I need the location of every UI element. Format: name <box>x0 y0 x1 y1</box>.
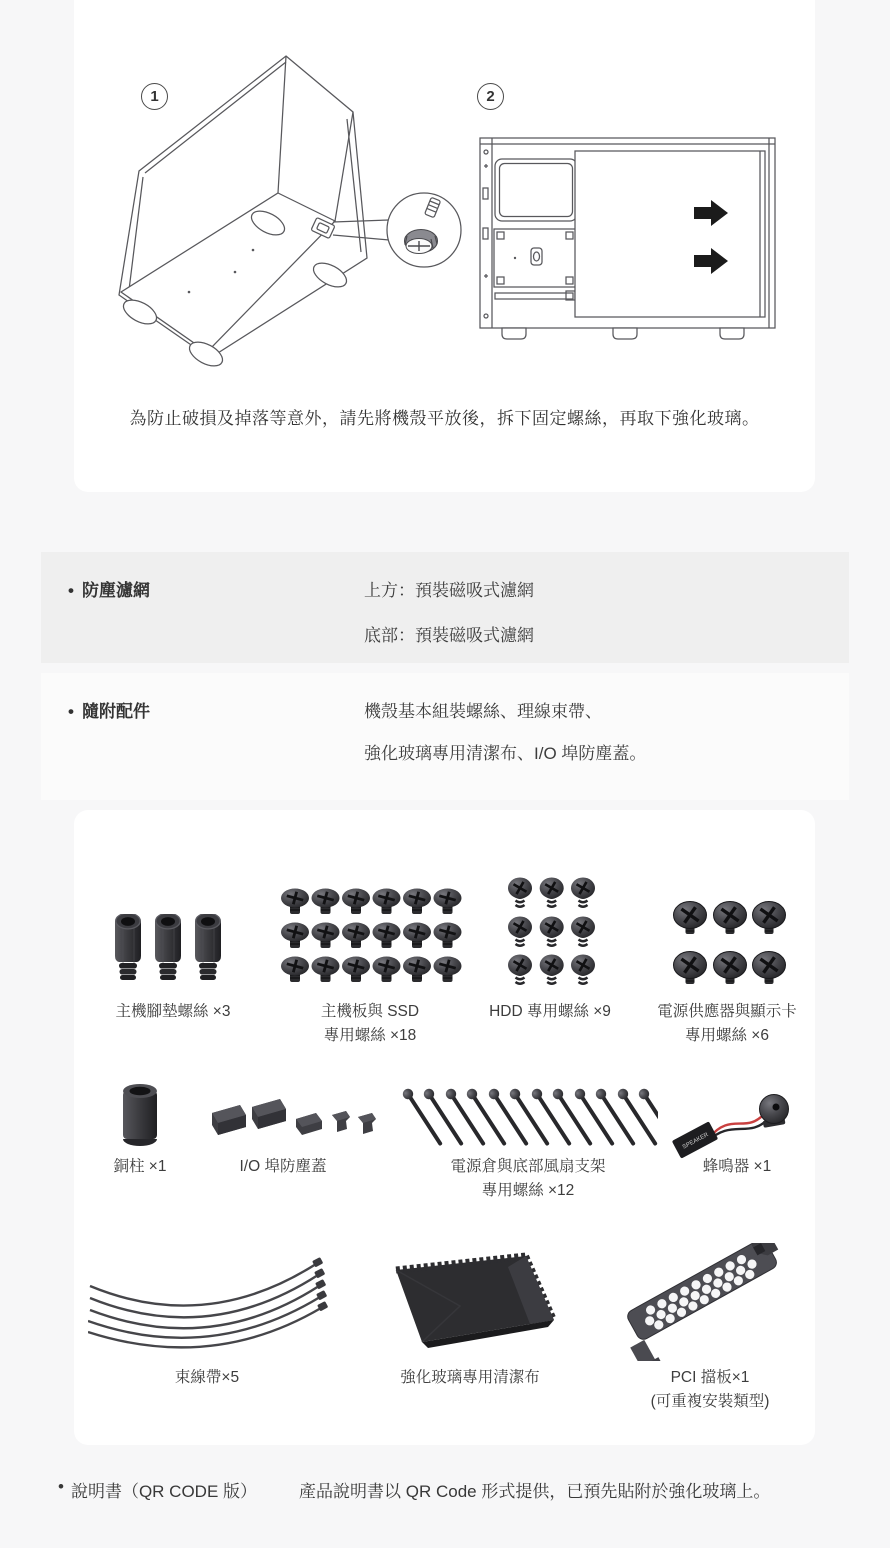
psu-gpu-screws-label: 電源供應器與顯示卡 專用螺絲 ×6 <box>657 1003 797 1044</box>
disassembly-instruction-card <box>74 0 815 492</box>
manual-note-row <box>58 1477 770 1502</box>
buzzer-image <box>671 1083 801 1163</box>
cleaning-cloth-label: 強化玻璃專用清潔布 <box>400 1369 540 1386</box>
hdd-screws-label: HDD 專用螺絲 ×9 <box>489 1003 611 1020</box>
step-1-number: 1 <box>150 88 159 105</box>
thumbscrew-callout <box>387 193 461 267</box>
dust-filter-label: • 防塵濾網 <box>68 581 150 600</box>
bullet-icon: • <box>58 1477 64 1496</box>
io-dust-covers-label: I/O 埠防塵蓋 <box>239 1158 327 1175</box>
tilted-case-diagram <box>85 40 465 400</box>
copper-pillar-image <box>115 1083 165 1153</box>
pci-slot-cover-label: PCI 擋板×1 (可重複安裝類型) <box>650 1369 770 1410</box>
cable-ties-label: 束線帶×5 <box>174 1369 240 1386</box>
step-2-badge <box>477 83 504 110</box>
pci-slot-cover-image <box>616 1243 801 1361</box>
cable-ties-image <box>88 1248 333 1353</box>
dust-filter-bottom-line: 底部：預裝磁吸式濾網 <box>364 626 534 645</box>
speaker-connector <box>672 1121 718 1158</box>
dust-filter-row <box>41 552 849 663</box>
psu-shroud-fan-screws-label: 電源倉與底部風扇支架 專用螺絲 ×12 <box>450 1158 606 1199</box>
bullet-icon: • <box>68 581 74 600</box>
io-dust-covers-image <box>206 1093 381 1153</box>
psu-shroud-fan-screws-image <box>396 1086 658 1158</box>
dust-filter-top-line: 上方：預裝磁吸式濾網 <box>364 581 534 600</box>
window-cutout <box>495 159 577 221</box>
accessories-card <box>74 810 815 1445</box>
standoff-screws-label: 主機腳墊螺絲 ×3 <box>115 1003 231 1020</box>
psu-gpu-screws-image <box>665 890 800 1000</box>
included-accessories-row <box>41 673 849 800</box>
copper-pillar-label: 銅柱 ×1 <box>113 1158 167 1175</box>
hdd-screws-image <box>498 868 604 993</box>
case-feet <box>502 328 744 339</box>
accessories-line-2: 強化玻璃專用清潔布、I/O 埠防塵蓋。 <box>364 744 647 763</box>
case-side-diagram <box>470 130 790 345</box>
tempered-glass-panel <box>575 151 765 317</box>
bullet-icon: • <box>68 702 74 721</box>
psu-plate <box>494 229 576 287</box>
caution-caption: 為防止破損及掉落等意外，請先將機殼平放後，拆下固定螺絲，再取下強化玻璃。 <box>129 409 760 428</box>
buzzer-label: 蜂鳴器 ×1 <box>702 1158 772 1175</box>
standoff-screws-image <box>108 914 228 994</box>
included-accessories-label: • 隨附配件 <box>68 702 150 721</box>
cleaning-cloth-image <box>368 1248 573 1353</box>
manual-note-text: 產品說明書以 QR Code 形式提供，已預先貼附於強化玻璃上。 <box>299 1482 771 1501</box>
accessories-line-1: 機殼基本組裝螺絲、理線束帶、 <box>364 702 602 721</box>
manual-note-label: 說明書（QR CODE 版） <box>70 1482 258 1501</box>
svg-text:SPEAKER: SPEAKER <box>681 1132 710 1151</box>
motherboard-ssd-screws-label: 主機板與 SSD 專用螺絲 ×18 <box>320 1003 420 1044</box>
step-2-number: 2 <box>486 88 495 105</box>
motherboard-ssd-screws-image <box>276 880 466 990</box>
